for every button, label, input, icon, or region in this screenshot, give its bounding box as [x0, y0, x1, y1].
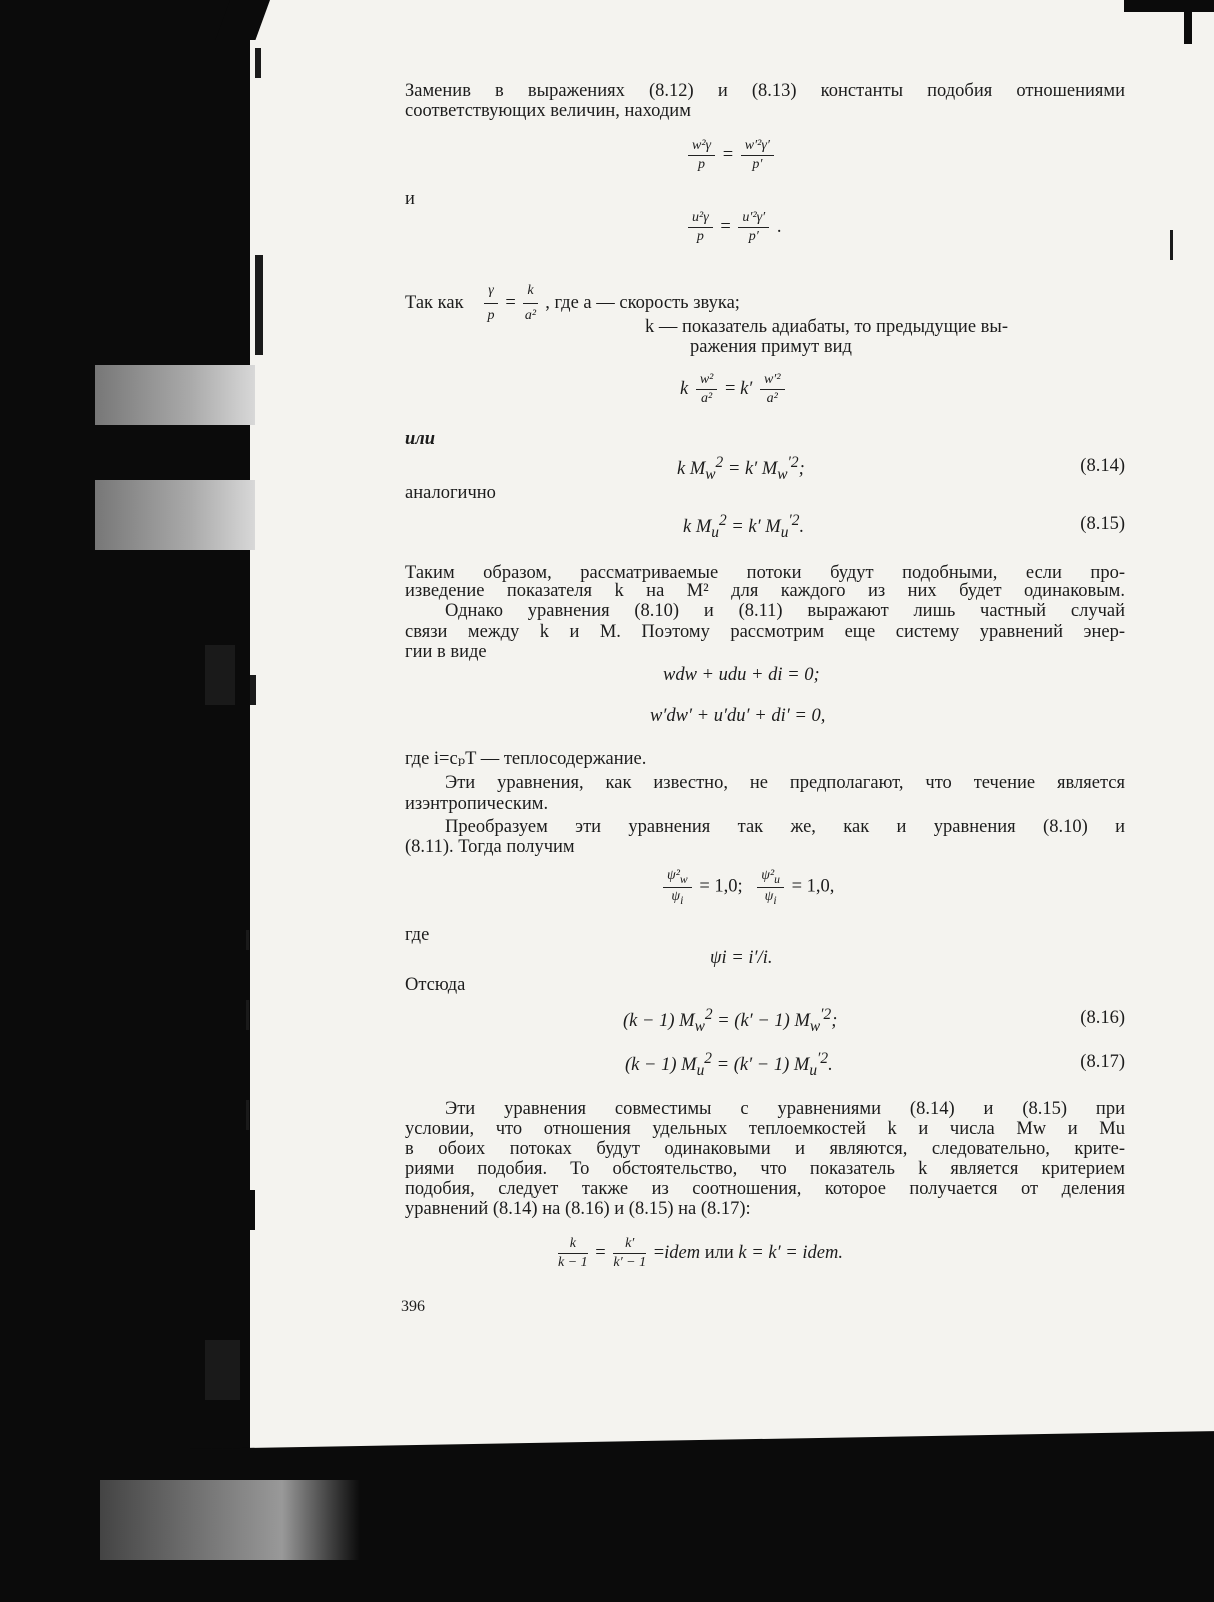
formula-similarity-u: $\frac{\text{u²γ}}{p}$ = $\frac{\text{u′²γ′}}{p'}$ .: [685, 210, 782, 245]
text-line: изэнтропическим.: [405, 794, 549, 814]
text-line: Таким образом, рассматриваемые потоки будут подобными, если про-: [405, 563, 1125, 583]
text-line: в обоих потоках будут одинаковыми и являются, следовательно, крите-: [405, 1139, 1125, 1159]
equation-number: (8.16): [1080, 1008, 1125, 1028]
text-line: или: [405, 429, 436, 449]
text-fragment: Так как: [405, 292, 464, 313]
text-line: Заменив в выражениях (8.12) и (8.13) константы подобия отношениями: [405, 81, 1125, 101]
equation-number: (8.15): [1080, 514, 1125, 534]
scan-mark: [1170, 230, 1173, 260]
scan-mark: [205, 645, 235, 705]
text-line: где: [405, 925, 430, 945]
text-line: гии в виде: [405, 642, 487, 662]
equation-number: (8.17): [1080, 1052, 1125, 1072]
formula-8-15: k $M_u^2 = k'$ $M_u^{'2}$.: [683, 512, 805, 541]
formula-final: $\frac{k}{k - 1}$ = $\frac{k'}{k' - 1}$ =idem или k = k′ = idem.: [558, 1236, 843, 1270]
text-line: Эти уравнения, как известно, не предполагают, что течение является: [445, 773, 1125, 793]
scan-dark-band: [95, 1190, 255, 1230]
scan-grey-band-bottom: [100, 1480, 360, 1560]
formula-psi-ratio: $\frac{\psi^2_w}{\psi_i}$ = 1,0; $\frac{\psi^2_u}{\psi_i}$ = 1,0,: [660, 868, 834, 907]
scan-corner-mark: [1124, 0, 1214, 40]
scan-corner-stem: [1184, 0, 1192, 44]
text-line: где i=cₚT — теплосодержание.: [405, 749, 647, 769]
equation-number: (8.14): [1080, 456, 1125, 476]
scan-grey-band: [95, 480, 255, 550]
formula-k-w: k $\frac{\text{w²}}{\text{a²}}$ = k′ $\frac{\text{w′²}}{\text{a²}}$: [680, 372, 788, 407]
formula-energy-1: wdw + udu + di = 0;: [663, 665, 820, 685]
text-line: условии, что отношения удельных теплоемкостей k и числа Mw и Mu: [405, 1119, 1125, 1139]
text-line: Отсюда: [405, 975, 466, 995]
page-number: 396: [401, 1298, 425, 1315]
formula-8-14: k $M_w^2 = k'$ $M_w^{'2}$;: [677, 454, 805, 483]
text-line: и: [405, 189, 415, 209]
scan-mark: [246, 1100, 249, 1130]
text-line: аналогично: [405, 483, 496, 503]
text-line: Преобразуем эти уравнения так же, как и уравнения (8.10) и: [445, 817, 1125, 837]
scan-mark: [246, 930, 249, 950]
scan-grey-band: [95, 365, 255, 425]
text-line: подобия, следует также из соотношения, которое получается от деления: [405, 1179, 1125, 1199]
scan-mark: [250, 675, 256, 705]
text-line: соответствующих величин, находим: [405, 101, 691, 121]
text-line-tak-kak: Так как $\frac{\gamma}{p}$ = $\frac{k}{\text{a²}}$ , где a — скорость звука;: [405, 280, 1125, 327]
formula-8-16: (k − 1) $M_w^2 = (k' - 1)$ $M_w^{'2}$;: [623, 1006, 838, 1035]
formula-similarity-w: $\frac{\text{w²γ}}{p}$ = $\frac{\text{w′²γ′}}{p'}$: [685, 138, 777, 173]
text-line: риями подобия. То обстоятельство, что показатель k является критерием: [405, 1159, 1125, 1179]
formula-energy-2: w′dw′ + u′du′ + di′ = 0,: [650, 706, 826, 726]
formula-psi-i: ψi = i′/i.: [710, 948, 773, 968]
text-line: k — показатель адиабаты, то предыдущие вы-: [645, 317, 1008, 337]
scan-mark: [255, 255, 263, 355]
scan-mark: [205, 1340, 240, 1400]
text-line: Эти уравнения совместимы с уравнениями (8.14) и (8.15) при: [445, 1099, 1125, 1119]
text-fragment: , где a — скорость звука;: [545, 292, 740, 313]
text-line: Однако уравнения (8.10) и (8.11) выражают лишь частный случай: [445, 601, 1125, 621]
text-line: изведение показателя k на M² для каждого из них будет одинаковым.: [405, 581, 1125, 601]
text-line: (8.11). Тогда получим: [405, 837, 575, 857]
text-line: связи между k и M. Поэтому рассмотрим еще систему уравнений энер-: [405, 622, 1125, 642]
text-line: ражения примут вид: [690, 337, 852, 357]
text-line: уравнений (8.14) на (8.16) и (8.15) на (8.17):: [405, 1199, 751, 1219]
scan-mark: [255, 48, 261, 78]
scan-mark: [246, 1000, 249, 1030]
formula-8-17: (k − 1) $M_u^2 = (k' - 1)$ $M_u^{'2}$.: [625, 1050, 833, 1079]
